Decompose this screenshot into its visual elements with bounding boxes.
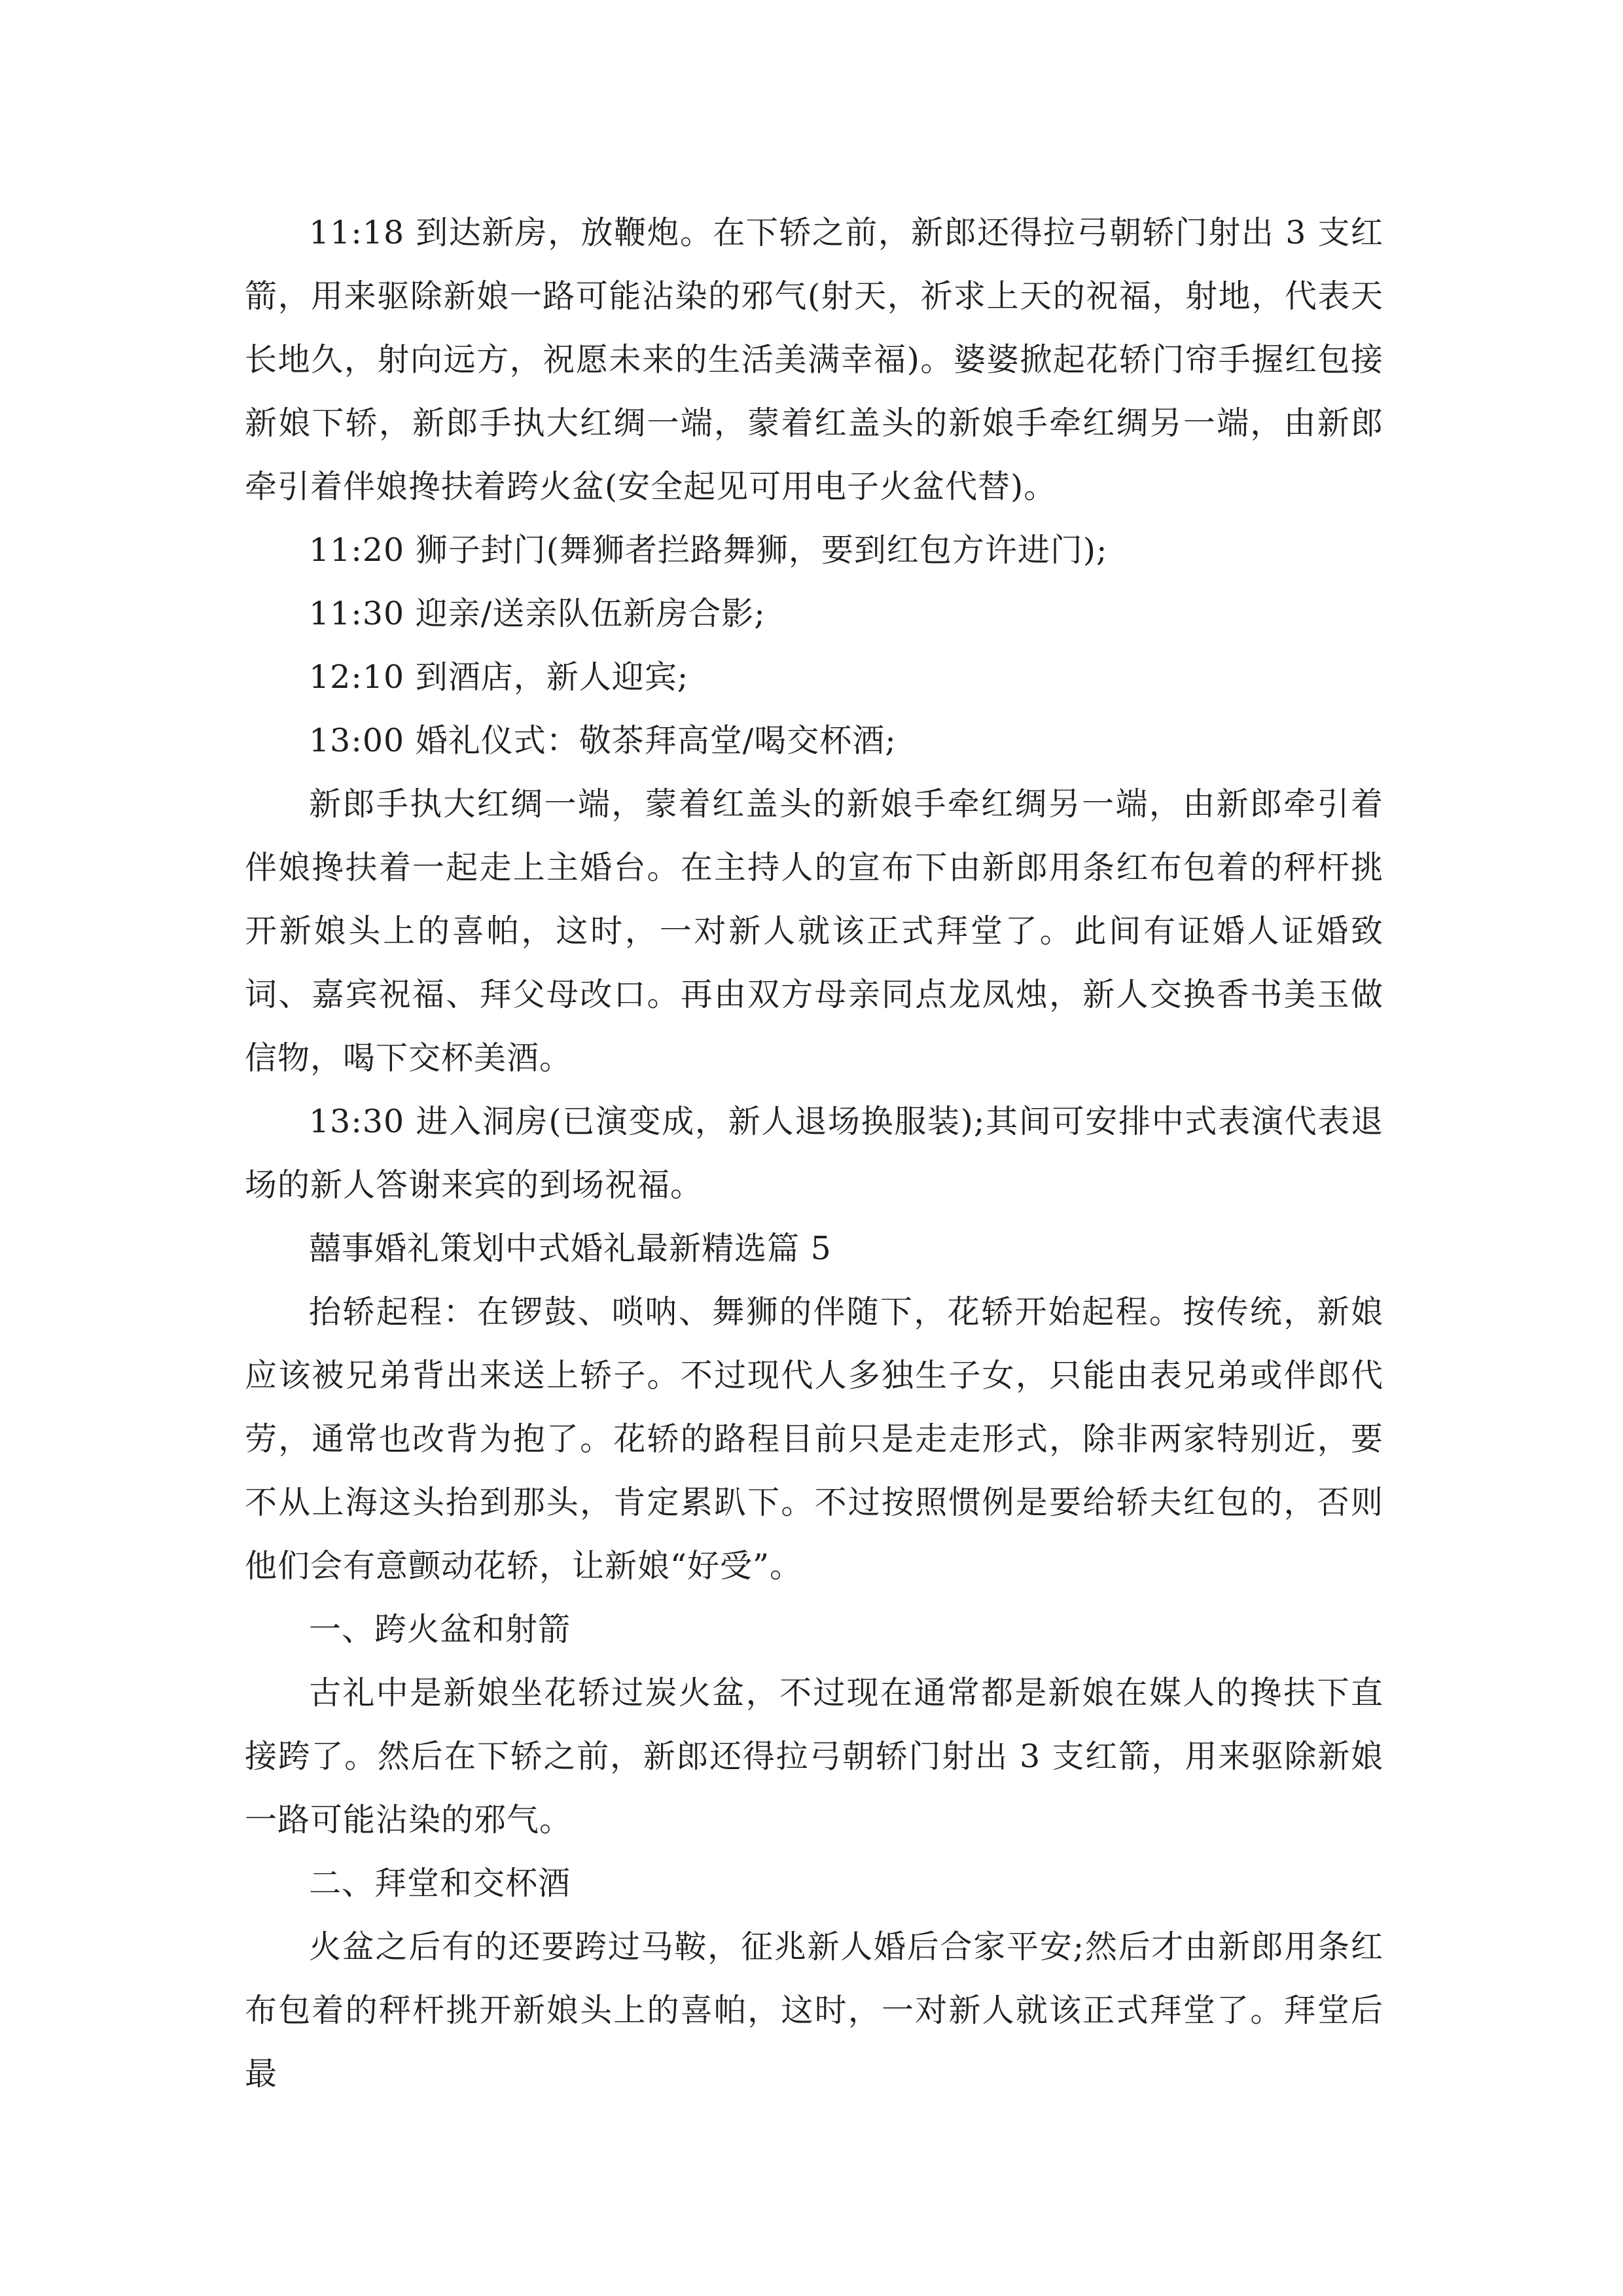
paragraph-ceremony: 13:00 婚礼仪式：敬茶拜高堂/喝交杯酒;: [309, 722, 897, 759]
paragraph-ceremony-details: 新郎手执大红绸一端，蒙着红盖头的新娘手牵红绸另一端，由新郎牵引着伴娘搀扶着一起走上主婚台。在主持人的宣布下由新郎用条红布包着的秤杆挑开新娘头上的喜帕，这时，一对新人就该正式拜堂了。此间有证婚人证婚致词、嘉宾祝福、拜父母改口。再由双方母亲同点龙凤烛，新人交换香书美玉做信物，喝下交杯美酒。: [245, 785, 1383, 1077]
paragraph-worship: 火盆之后有的还要跨过马鞍，征兆新人婚后合家平安;然后才由新郎用条红布包着的秤杆挑开新娘头上的喜帕，这时，一对新人就该正式拜堂了。拜堂后最: [245, 1928, 1383, 2092]
paragraph-sedan-departure: 抬轿起程：在锣鼓、唢呐、舞狮的伴随下，花轿开始起程。按传统，新娘应该被兄弟背出来送上轿子。不过现代人多独生子女，只能由表兄弟或伴郎代劳，通常也改背为抱了。花轿的路程目前只是走走形式，除非两家特别近，要不从上海这头抬到那头，肯定累趴下。不过按照惯例是要给轿夫红包的，否则他们会有意颤动花轿，让新娘“好受”。: [245, 1293, 1383, 1585]
document-body: [245, 201, 1383, 2106]
paragraph-lion-blocks-door: 11:20 狮子封门(舞狮者拦路舞狮，要到红包方许进门);: [309, 531, 1108, 569]
paragraph-bridal-chamber: 13:30 进入洞房(已演变成，新人退场换服装);其间可安排中式表演代表退场的新人答谢来宾的到场祝福。: [245, 1103, 1383, 1204]
subheading-worship-wine: 二、拜堂和交杯酒: [309, 1865, 571, 1902]
paragraph-fire-basin: 古礼中是新娘坐花轿过炭火盆，不过现在通常都是新娘在媒人的搀扶下直接跨了。然后在下轿之前，新郎还得拉弓朝轿门射出 3 支红箭，用来驱除新娘一路可能沾染的邪气。: [245, 1674, 1383, 1839]
paragraph-group-photo: 11:30 迎亲/送亲队伍新房合影;: [309, 595, 766, 632]
section-heading: 囍事婚礼策划中式婚礼最新精选篇 5: [309, 1230, 832, 1267]
paragraph-hotel-arrival: 12:10 到酒店，新人迎宾;: [309, 658, 689, 696]
subheading-fire-basin-arrows: 一、跨火盆和射箭: [309, 1611, 571, 1648]
paragraph-arrival-new-house: 11:18 到达新房，放鞭炮。在下轿之前，新郎还得拉弓朝轿门射出 3 支红箭，用来驱除新娘一路可能沾染的邪气(射天，祈求上天的祝福，射地，代表天长地久，射向远方，祝愿未来的生活美满幸福)。婆婆掀起花轿门帘手握红包接新娘下轿，新郎手执大红绸一端，蒙着红盖头的新娘手牵红绸另一端，由新郎牵引着伴娘搀扶着跨火盆(安全起见可用电子火盆代替)。: [245, 214, 1383, 505]
